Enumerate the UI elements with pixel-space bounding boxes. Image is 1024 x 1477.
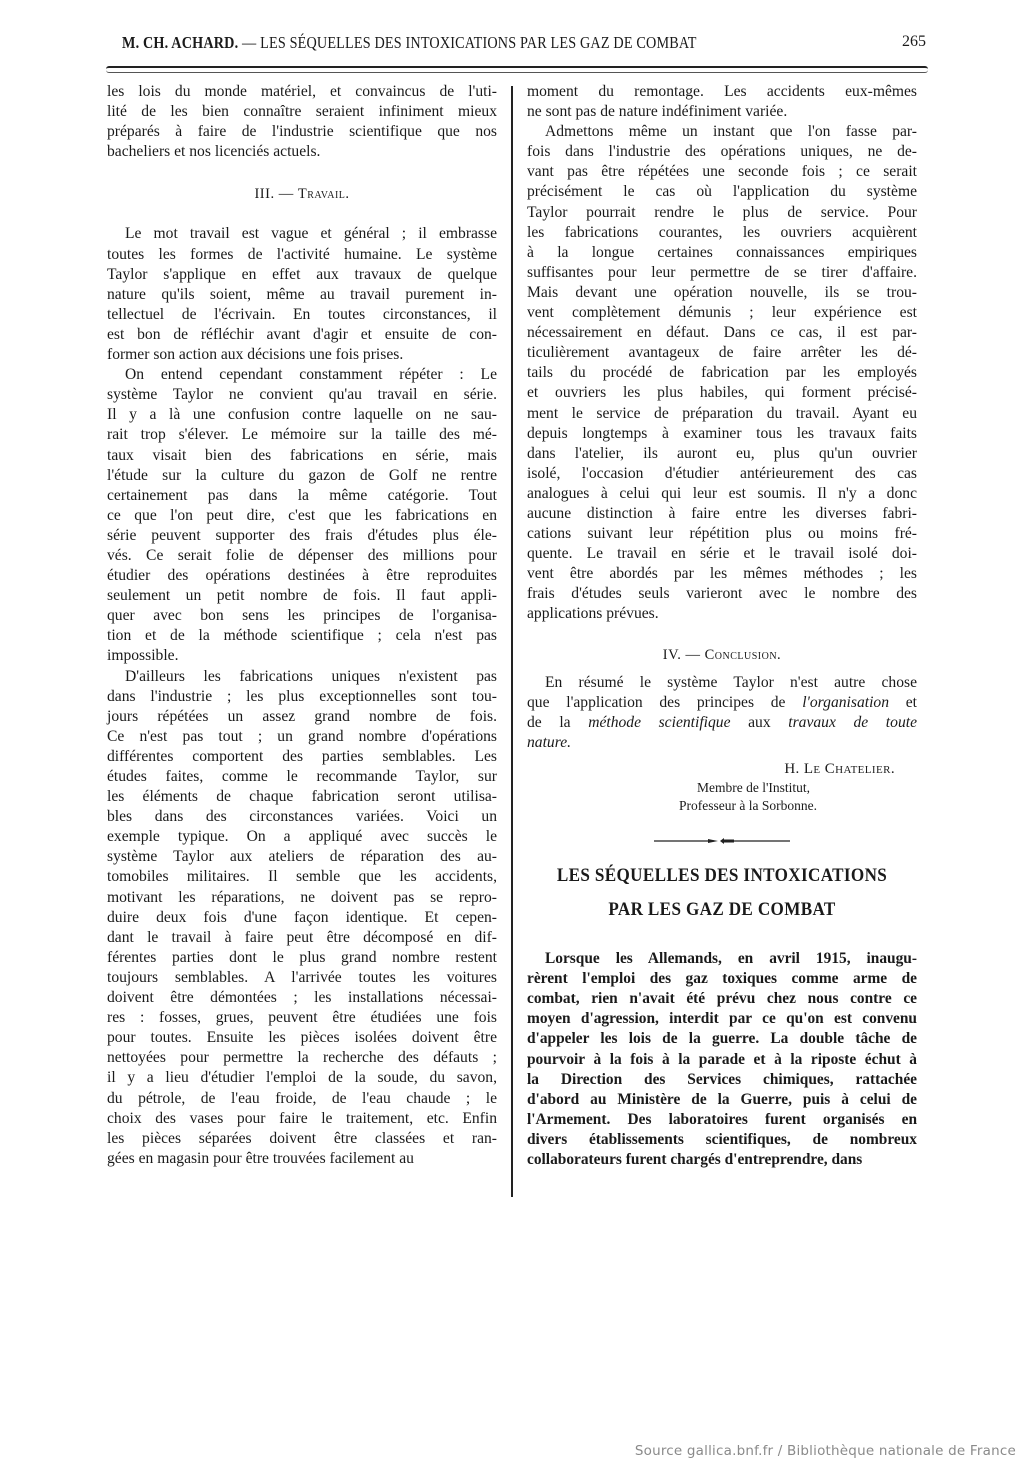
signature-name: [527, 759, 917, 779]
text-line: [527, 693, 917, 713]
paragraph: [107, 224, 497, 365]
running-header: [106, 33, 926, 55]
text-run: que l'application des principes de: [527, 693, 803, 711]
text-line: seulement un petit nombre de fois. Il faut appli-: [107, 587, 497, 605]
emphasis: l'organisation: [802, 693, 890, 711]
header-author: M. CH. ACHARD.: [122, 33, 239, 52]
text-run: de la: [527, 713, 589, 731]
text-line: Il y a là une confusion contre laquelle on ne sau-: [107, 406, 497, 424]
text-line: vent complètement démunis ; leur expérience est: [527, 304, 917, 322]
text-line: Ce n'est pas tout ; un grand nombre d'opérations: [107, 727, 497, 745]
text-line: isolé, l'occasion d'étudier antérieurement des cas: [527, 464, 917, 482]
text-line: tion et de la méthode scientifique ; cela n'est pas: [107, 627, 497, 645]
text-line: ment le service de préparation du travail. Ayant eu: [527, 404, 917, 422]
text-line: cations suivant leur répétition plus ou moins fré-: [527, 525, 917, 543]
text-line: Mais devant une opération nouvelle, ils se trou-: [527, 283, 917, 301]
text-line: système Taylor ne convient qu'au travail en série.: [107, 386, 497, 404]
header-rule: [106, 66, 928, 73]
text-line: former son action aux décisions une fois prises.: [107, 346, 404, 364]
text-line: gées en magasin pour être trouvées facilement au: [107, 1149, 414, 1167]
text-line: choix des vases pour faire le traitement, etc. Enfin: [107, 1109, 497, 1127]
text-line: Admettons même un instant que l'on fasse par-: [545, 123, 917, 141]
text-line: En résumé le système Taylor n'est autre chose: [545, 673, 917, 691]
continuation-paragraph: [527, 82, 917, 122]
text-line: collaborateurs furent chargés d'entreprendre, dans: [527, 1151, 863, 1169]
text-line: lité de les bien connaître seraient infiniment mieux: [107, 103, 497, 121]
text-line: du pétrole, de l'eau froide, de l'eau chaude ; le: [107, 1089, 497, 1107]
section-title: Travail.: [297, 186, 350, 203]
header-title: LES SÉQUELLES DES INTOXICATIONS PAR LES GAZ DE COMBAT: [260, 33, 697, 52]
text-line: préparés à faire de l'industrie scientifique que nos: [107, 123, 497, 141]
text-line: pourvoir à la fois à la parade et à la riposte échut à: [527, 1050, 917, 1068]
article-title: [527, 859, 917, 927]
text-line: ne sont pas de nature indéfiniment variée.: [527, 103, 788, 121]
article-body: [527, 949, 917, 1170]
signature-role: Professeur à la Sorbonne.: [679, 798, 817, 814]
text-line: aucune distinction à faire entre les diverses fabri-: [527, 504, 917, 522]
ornament-divider: [527, 833, 917, 845]
signature-surname: Le Chatelier.: [803, 761, 895, 777]
signature-initial: H.: [784, 761, 804, 777]
text-line: tellectuel de l'écrivain. En toutes circonstances, il: [107, 305, 497, 323]
running-title: [122, 33, 697, 53]
signature-block: [527, 759, 917, 815]
conclusion-paragraph: [527, 673, 917, 753]
emphasis: méthode scientifique: [588, 713, 731, 731]
text-line: applications prévues.: [527, 605, 659, 623]
text-line: toutes les formes de l'activité humaine. Le système: [107, 245, 497, 263]
paragraph: [527, 122, 917, 624]
text-line: [527, 733, 917, 753]
text-line: la Direction des Services chimiques, rattachée: [527, 1070, 917, 1088]
text-line: duire deux fois d'une façon identique. Et cepen-: [107, 908, 497, 926]
text-line: système Taylor aux ateliers de réparation des au-: [107, 848, 497, 866]
text-line: étudier des opérations destinées à être reproduites: [107, 567, 497, 585]
text-line: motivant les réparations, ne doivent pas se repro-: [107, 888, 497, 906]
text-line: il y a lieu d'étudier l'emploi de la soude, du savon,: [107, 1069, 497, 1087]
text-run: aux: [730, 713, 789, 731]
left-column: [107, 82, 497, 1169]
text-line: quente. Le travail en série et le travail isolé doi-: [527, 545, 917, 563]
section-heading-travail: [107, 184, 497, 204]
text-line: nettoyées pour permettre la recherche des défauts ;: [107, 1049, 497, 1067]
text-line: depuis longtemps à examiner tous les travaux faits: [527, 424, 917, 442]
text-line: bles dans des circonstances variées. Voici un: [107, 808, 497, 826]
text-line: rait trop s'élever. Le mémoire sur la taille des mé-: [107, 426, 497, 444]
text-line: taux visait bien des fabrications en série, mais: [107, 446, 497, 464]
emphasis: travaux de toute: [788, 713, 917, 731]
signature-role: Membre de l'Institut,: [697, 780, 811, 796]
text-line: les éléments de chaque fabrication seront utilisa-: [107, 788, 497, 806]
text-line: à la longue certaines connaissances empiriques: [527, 243, 917, 261]
text-line: impossible.: [107, 647, 179, 665]
text-line: dans l'industrie ; les plus exceptionnelles sont tou-: [107, 687, 497, 705]
text-line: fois dans l'industrie des opérations uniques, ne de-: [527, 143, 917, 161]
right-paragraph: [527, 122, 917, 624]
text-line: certainement pas dans la même catégorie. Tout: [107, 486, 497, 504]
right-column: [527, 82, 917, 1170]
text-line: combat, rien n'avait été prévu chez nous contre ce: [527, 990, 917, 1008]
text-line: res : fosses, grues, peuvent être étudiées une fois: [107, 1009, 497, 1027]
text-line: est bon de réfléchir avant d'agir et ensuite de con-: [107, 325, 497, 343]
text-line: rèrent l'emploi des gaz toxiques comme arme de: [527, 970, 917, 988]
text-line: divers établissements scientifiques, de nombreux: [527, 1130, 917, 1148]
section-title: Conclusion.: [704, 646, 782, 663]
text-line: vés. Ce serait folie de dépenser des millions pour: [107, 546, 497, 564]
text-line: nature qu'ils soient, même au travail purement in-: [107, 285, 497, 303]
text-line: On entend cependant constamment répéter : Le: [125, 366, 497, 384]
text-line: Taylor pourrait rendre le plus de service. Pour: [527, 203, 917, 221]
page-number: 265: [902, 33, 926, 50]
text-line: analogues à celui qui leur est soumis. Il n'y a donc: [527, 484, 917, 502]
text-line: tails du procédé de fabrication par les employés: [527, 364, 917, 382]
text-line: Taylor s'applique en effet aux travaux de quelque: [107, 265, 497, 283]
text-line: jours répétées un assez grand nombre de fois.: [107, 707, 497, 725]
header-separator: —: [238, 33, 261, 52]
text-line: dans l'atelier, ils auront eu, plus qu'un ouvrier: [527, 444, 917, 462]
text-line: études faites, comme le recommande Taylor, sur: [107, 768, 497, 785]
article-title-line: PAR LES GAZ DE COMBAT: [608, 899, 836, 921]
text-line: quer avec bon sens les principes de l'organisa-: [107, 607, 497, 625]
text-line: vent être abordés par les mêmes méthodes ; les: [527, 565, 917, 583]
article-title-line: LES SÉQUELLES DES INTOXICATIONS: [556, 865, 888, 887]
text-line: doivent être démontées ; les installations nécessai-: [107, 989, 497, 1007]
text-line: l'Armement. Des laboratoires furent organisés en: [527, 1110, 917, 1128]
text-line: D'ailleurs les fabrications uniques n'existent pas: [125, 667, 497, 685]
section-heading-conclusion: [527, 645, 917, 665]
text-line: précisément le cas où l'application du système: [527, 183, 917, 201]
text-line: pour toutes. Ensuite les pièces isolées doivent être: [107, 1029, 497, 1047]
text-line: l'étude sur la culture du gazon de Golf ne rentre: [107, 466, 497, 484]
text-line: exemple typique. On a appliqué avec succès le: [107, 828, 497, 846]
text-line: série peuvent supporter des frais d'études plus éle-: [107, 526, 497, 544]
intro-paragraph: [107, 82, 497, 162]
text-line: [527, 713, 917, 733]
text-line: les lois du monde matériel, et convaincus de l'uti-: [107, 83, 497, 100]
text-line: et ouvriers les plus habiles, qui forment précisé-: [527, 384, 917, 402]
text-line: férentes parties dont le plus grand nombre restent: [107, 948, 497, 966]
text-line: vant pas être répétées une seconde fois ; ce serait: [527, 163, 917, 181]
text-line: Lorsque les Allemands, en avril 1915, inaugu-: [545, 950, 917, 968]
text-line: d'abord au Ministère de la Guerre, puis à celui de: [527, 1090, 917, 1108]
text-line: suffisantes pour leur permettre de se tirer d'affaire.: [527, 263, 917, 281]
paragraph: [527, 949, 917, 1170]
text-line: ticulièrement avantageux de faire arrêter les dé-: [527, 344, 917, 362]
left-paragraphs: [107, 224, 497, 1168]
text-line: différentes comportent des parties semblables. Les: [107, 747, 497, 765]
emphasis: nature.: [527, 733, 572, 751]
text-line: toujours semblables. A l'arrivée toutes les voitures: [107, 968, 497, 986]
ornament-icon: [652, 835, 792, 847]
text-line: les fabrications courantes, les ouvriers acquièrent: [527, 223, 917, 241]
column-divider: [511, 86, 513, 1197]
source-attribution: Source gallica.bnf.fr / Bibliothèque nationale de France: [634, 1443, 1016, 1459]
paragraph: [107, 667, 497, 1169]
text-line: d'appeler les lois de la guerre. La double tâche de: [527, 1030, 917, 1048]
text-line: nécessairement en défaut. Dans ce cas, il est par-: [527, 324, 917, 342]
paragraph: [107, 365, 497, 666]
text-line: les pièces séparées doivent être classées et ran-: [107, 1129, 497, 1147]
section-numeral: IV. —: [662, 646, 705, 663]
text-line: tomobiles militaires. Il semble que les accidents,: [107, 868, 497, 886]
text-line: moment du remontage. Les accidents eux-mêmes: [527, 83, 917, 100]
text-line: Le mot travail est vague et général ; il embrasse: [125, 225, 497, 243]
text-run: et: [889, 693, 917, 711]
text-line: dant le travail à faire peut être décomposé en dif-: [107, 928, 497, 946]
section-numeral: III. —: [254, 186, 298, 203]
text-line: bacheliers et nos licenciés actuels.: [107, 143, 321, 161]
text-line: frais d'études seuls varieront avec le nombre des: [527, 585, 917, 603]
text-line: moyen d'agression, interdit par ce qu'on est convenu: [527, 1010, 917, 1028]
text-line: ce que l'on peut dire, c'est que les fabrications en: [107, 506, 497, 524]
